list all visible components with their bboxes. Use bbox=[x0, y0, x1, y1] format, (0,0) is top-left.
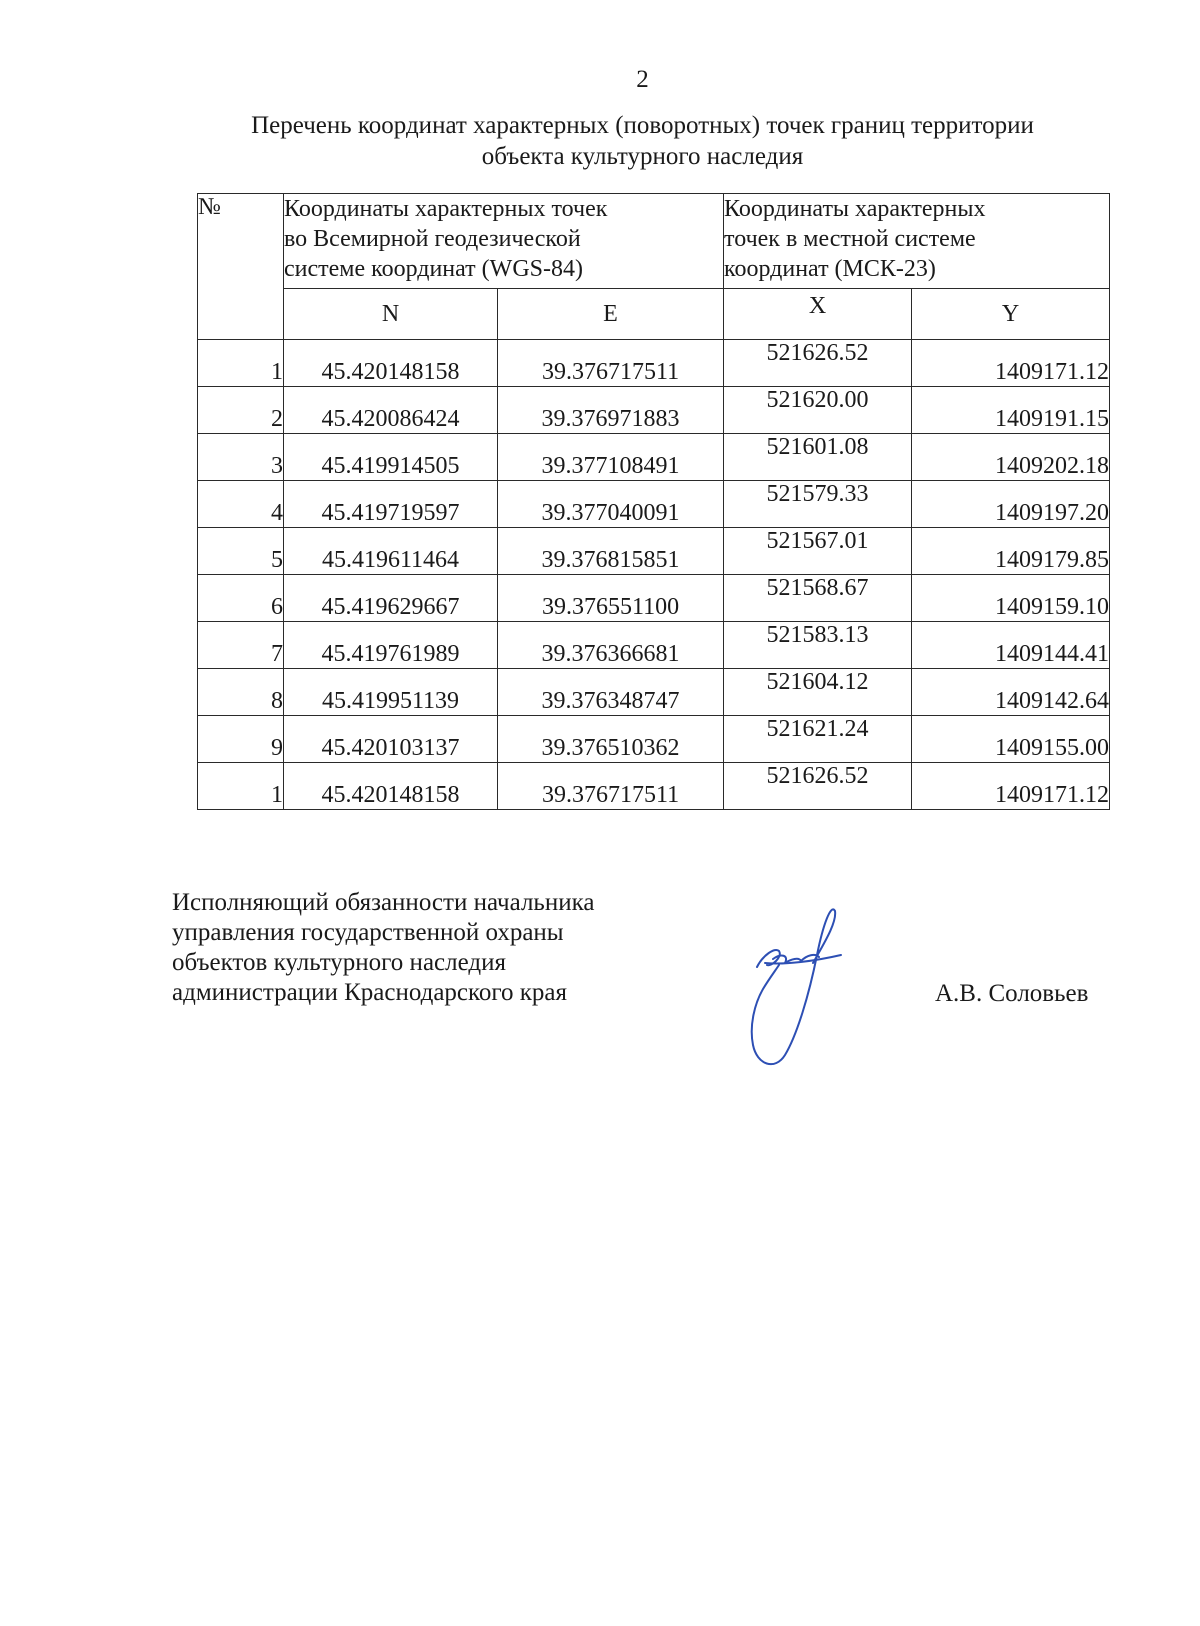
cell-n: 45.420086424 bbox=[284, 387, 498, 434]
cell-number: 2 bbox=[198, 387, 284, 434]
cell-x: 521568.67 bbox=[724, 575, 912, 622]
cell-number: 4 bbox=[198, 481, 284, 528]
cell-n: 45.420103137 bbox=[284, 716, 498, 763]
table-row bbox=[198, 528, 1110, 575]
position-line: Исполняющий обязанности начальника bbox=[172, 889, 595, 916]
cell-y: 1409179.85 bbox=[912, 528, 1110, 575]
cell-n: 45.419951139 bbox=[284, 669, 498, 716]
header-msk23-line: Координаты характерных bbox=[724, 196, 986, 222]
cell-e: 39.376815851 bbox=[498, 528, 724, 575]
header-y: Y bbox=[912, 289, 1110, 340]
table-row bbox=[198, 340, 1110, 387]
table-row bbox=[198, 622, 1110, 669]
cell-x: 521620.00 bbox=[724, 387, 912, 434]
table-row bbox=[198, 434, 1110, 481]
handwritten-signature bbox=[745, 905, 855, 1075]
cell-e: 39.376348747 bbox=[498, 669, 724, 716]
header-wgs84-line: во Всемирной геодезической bbox=[284, 226, 581, 252]
position-line: управления государственной охраны bbox=[172, 919, 564, 946]
cell-e: 39.376717511 bbox=[498, 340, 724, 387]
cell-number: 9 bbox=[198, 716, 284, 763]
cell-number: 5 bbox=[198, 528, 284, 575]
cell-x: 521601.08 bbox=[724, 434, 912, 481]
table-row bbox=[198, 669, 1110, 716]
cell-number: 1 bbox=[198, 340, 284, 387]
cell-x: 521567.01 bbox=[724, 528, 912, 575]
header-x: X bbox=[724, 289, 912, 340]
cell-y: 1409191.15 bbox=[912, 387, 1110, 434]
page-number: 2 bbox=[636, 66, 649, 93]
coordinates-table bbox=[197, 193, 1110, 810]
cell-y: 1409171.12 bbox=[912, 340, 1110, 387]
cell-number: 1 bbox=[198, 763, 284, 810]
cell-y: 1409142.64 bbox=[912, 669, 1110, 716]
header-e: E bbox=[498, 289, 724, 340]
table-row bbox=[198, 481, 1110, 528]
header-msk23-line: координат (МСК-23) bbox=[724, 256, 936, 282]
cell-n: 45.419629667 bbox=[284, 575, 498, 622]
cell-n: 45.419914505 bbox=[284, 434, 498, 481]
cell-y: 1409159.10 bbox=[912, 575, 1110, 622]
cell-n: 45.420148158 bbox=[284, 340, 498, 387]
position-line: администрации Краснодарского края bbox=[172, 979, 568, 1006]
cell-x: 521604.12 bbox=[724, 669, 912, 716]
signature-stroke bbox=[752, 909, 835, 1064]
cell-e: 39.377108491 bbox=[498, 434, 724, 481]
cell-y: 1409197.20 bbox=[912, 481, 1110, 528]
cell-e: 39.376717511 bbox=[498, 763, 724, 810]
header-wgs84 bbox=[284, 194, 724, 289]
signer-name: А.В. Соловьев bbox=[935, 980, 1089, 1007]
cell-n: 45.419761989 bbox=[284, 622, 498, 669]
table-row bbox=[198, 716, 1110, 763]
cell-n: 45.419611464 bbox=[284, 528, 498, 575]
title-line-1: Перечень координат характерных (поворотных) точек границ территории bbox=[251, 112, 1034, 139]
title-line-2: объекта культурного наследия bbox=[481, 143, 804, 170]
cell-number: 8 bbox=[198, 669, 284, 716]
cell-y: 1409144.41 bbox=[912, 622, 1110, 669]
cell-x: 521626.52 bbox=[724, 340, 912, 387]
cell-x: 521626.52 bbox=[724, 763, 912, 810]
table-row bbox=[198, 763, 1110, 810]
cell-number: 3 bbox=[198, 434, 284, 481]
cell-n: 45.419719597 bbox=[284, 481, 498, 528]
header-wgs84-line: системе координат (WGS-84) bbox=[284, 256, 583, 282]
cell-e: 39.376551100 bbox=[498, 575, 724, 622]
cell-e: 39.376971883 bbox=[498, 387, 724, 434]
cell-y: 1409155.00 bbox=[912, 716, 1110, 763]
cell-e: 39.376366681 bbox=[498, 622, 724, 669]
cell-x: 521583.13 bbox=[724, 622, 912, 669]
signatory-position bbox=[172, 888, 594, 1008]
position-line: объектов культурного наследия bbox=[172, 949, 506, 976]
cell-number: 7 bbox=[198, 622, 284, 669]
header-msk23 bbox=[724, 194, 1110, 289]
header-msk23-line: точек в местной системе bbox=[724, 226, 976, 252]
document-title bbox=[150, 110, 1135, 172]
table-row bbox=[198, 387, 1110, 434]
cell-number: 6 bbox=[198, 575, 284, 622]
header-n: N bbox=[284, 289, 498, 340]
cell-e: 39.377040091 bbox=[498, 481, 724, 528]
cell-y: 1409202.18 bbox=[912, 434, 1110, 481]
cell-n: 45.420148158 bbox=[284, 763, 498, 810]
table-row bbox=[198, 575, 1110, 622]
header-number: № bbox=[198, 194, 284, 340]
cell-x: 521621.24 bbox=[724, 716, 912, 763]
cell-e: 39.376510362 bbox=[498, 716, 724, 763]
cell-y: 1409171.12 bbox=[912, 763, 1110, 810]
cell-x: 521579.33 bbox=[724, 481, 912, 528]
header-wgs84-line: Координаты характерных точек bbox=[284, 196, 608, 222]
